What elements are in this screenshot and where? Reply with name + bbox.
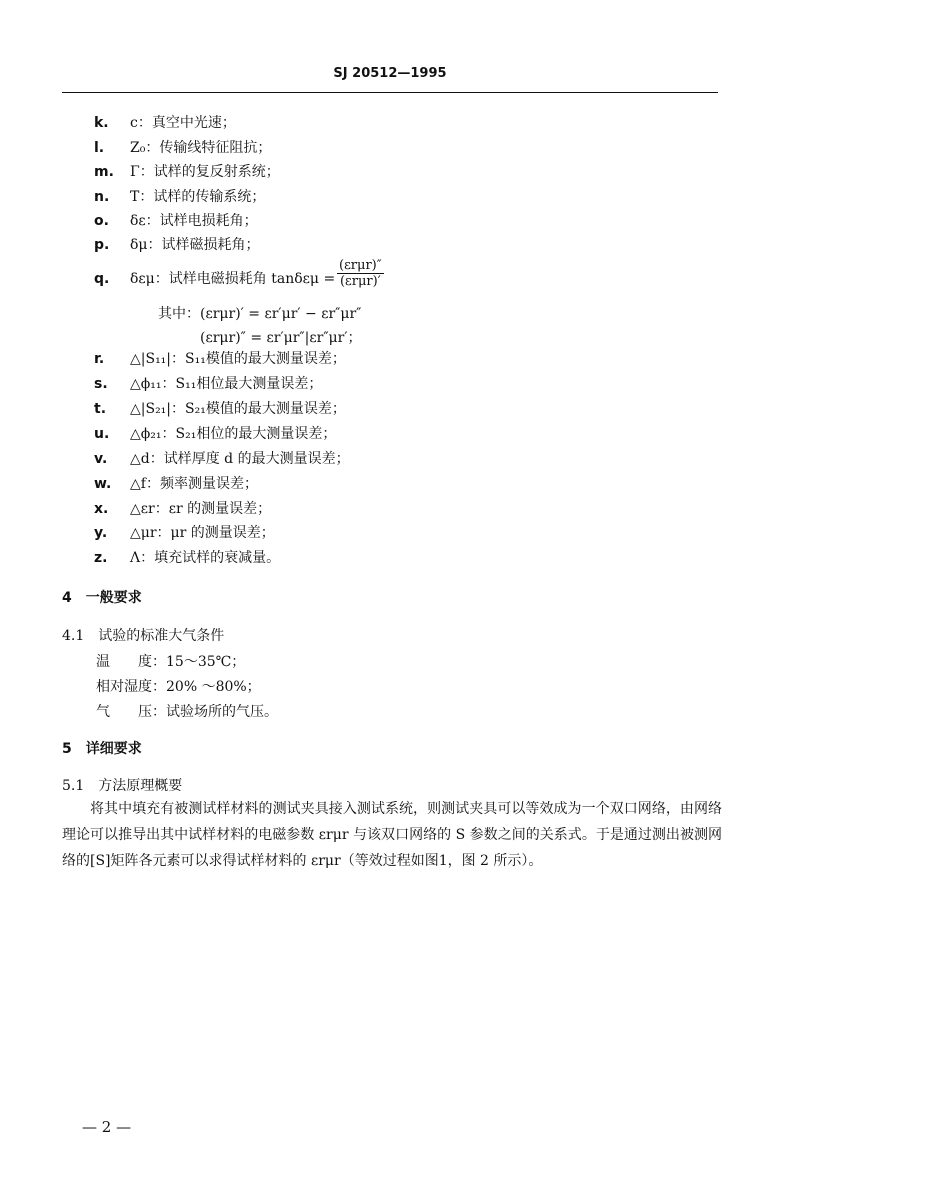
symbol-item xyxy=(94,114,236,132)
symbol-item xyxy=(94,270,335,288)
symbol-label: x. xyxy=(94,501,109,517)
symbol-item xyxy=(94,163,280,181)
symbol-label: y. xyxy=(94,525,108,541)
symbol-item xyxy=(94,475,258,493)
symbol-label: u. xyxy=(94,426,110,442)
symbol-item xyxy=(94,500,271,518)
section-4-title: 4 一般要求 xyxy=(62,590,142,606)
symbol-text: △|S₁₁|：S₁₁模值的最大测量误差； xyxy=(130,351,346,367)
symbol-label: w. xyxy=(94,476,112,492)
symbol-text: △d：试样厚度 d 的最大测量误差； xyxy=(130,451,350,467)
fraction-numerator: (εrμr)″ xyxy=(339,258,382,273)
symbol-text: △ϕ₁₁：S₁₁相位最大测量误差； xyxy=(130,376,323,392)
section-5-title: 5 详细要求 xyxy=(62,741,142,757)
symbol-label: n. xyxy=(94,189,110,205)
page-number: — 2 — xyxy=(82,1118,132,1136)
symbol-text: △|S₂₁|：S₂₁模值的最大测量误差； xyxy=(130,401,346,417)
condition-temperature: 温 度：15～35℃； xyxy=(96,654,246,670)
symbol-label: z. xyxy=(94,550,108,566)
fraction-denominator: (εrμr)′ xyxy=(339,274,381,289)
symbol-label: r. xyxy=(94,351,105,367)
symbol-item xyxy=(94,425,336,443)
symbol-text: △μr：μr 的测量误差； xyxy=(130,525,275,541)
symbol-label: v. xyxy=(94,451,108,467)
symbol-item xyxy=(94,350,346,368)
symbol-item xyxy=(94,375,322,393)
symbol-label: p. xyxy=(94,237,110,253)
symbol-item xyxy=(94,400,346,418)
document-code: SJ 20512—1995 xyxy=(333,66,447,81)
symbol-text: c：真空中光速； xyxy=(130,115,236,131)
symbol-label: o. xyxy=(94,213,109,229)
section-5-1-title: 5.1 方法原理概要 xyxy=(62,778,183,794)
symbol-item xyxy=(94,549,280,567)
symbol-text: Z₀：传输线特征阻抗； xyxy=(130,140,272,156)
symbol-label: m. xyxy=(94,164,114,180)
symbol-item xyxy=(94,188,265,206)
symbol-item xyxy=(94,524,275,542)
symbol-text: δεμ：试样电磁损耗角 tanδεμ = xyxy=(130,271,336,287)
where-line-1: 其中：(εrμr)′ = εr′μr′ − εr″μr″ xyxy=(158,306,362,322)
symbol-text: δμ：试样磁损耗角； xyxy=(130,237,260,253)
symbol-text: δε：试样电损耗角； xyxy=(130,213,258,229)
symbol-text: △f：频率测量误差； xyxy=(130,476,258,492)
symbol-item xyxy=(94,450,350,468)
symbol-label: q. xyxy=(94,271,110,287)
symbol-text: △ϕ₂₁：S₂₁相位的最大测量误差； xyxy=(130,426,337,442)
symbol-item xyxy=(94,236,260,254)
symbol-text: △εr：εr 的测量误差； xyxy=(130,501,272,517)
symbol-label: l. xyxy=(94,140,105,156)
where-line-2: (εrμr)″ = εr′μr″|εr″μr′； xyxy=(200,330,362,346)
symbol-text: T：试样的传输系统； xyxy=(130,189,266,205)
symbol-label: k. xyxy=(94,115,109,131)
condition-humidity: 相对湿度：20% ～80%； xyxy=(96,679,261,695)
symbol-label: t. xyxy=(94,401,107,417)
symbol-text: Γ：试样的复反射系统； xyxy=(130,164,280,180)
method-paragraph: 将其中填充有被测试样材料的测试夹具接入测试系统，则测试夹具可以等效成为一个双口网络，由网络理论可以推导出其中试样材料的电磁参数 εrμr 与该双口网络的 S 参数之间的关系式。于是通过测出被测网络的[S]矩阵各元素可以求得试样材料的 εrμr（等效过程如图1，图 2 所示）。 xyxy=(62,801,722,869)
symbol-label: s. xyxy=(94,376,108,392)
section-4-1-title: 4.1 试验的标准大气条件 xyxy=(62,628,225,644)
loss-fraction xyxy=(337,258,384,289)
header-rule xyxy=(62,92,718,93)
condition-pressure: 气 压：试验场所的气压。 xyxy=(96,704,278,720)
symbol-item xyxy=(94,139,271,157)
symbol-text: Λ：填充试样的衰减量。 xyxy=(130,550,281,566)
symbol-item xyxy=(94,212,258,230)
